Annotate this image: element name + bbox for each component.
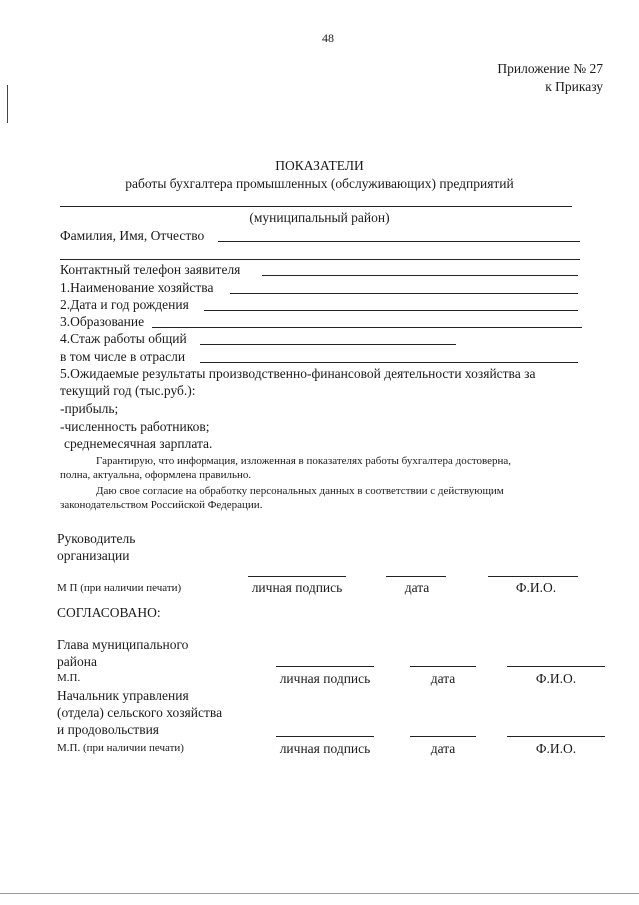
chief-date-caption: дата bbox=[430, 741, 456, 756]
chief-label-2: (отдела) сельского хозяйства bbox=[57, 705, 223, 720]
head-sign-caption: личная подпись bbox=[251, 580, 343, 595]
results-label-1: 5.Ожидаемые результаты производственно-финансовой деятельности хозяйства за bbox=[60, 366, 536, 381]
district-caption: (муниципальный район) bbox=[249, 210, 390, 225]
glava-date-caption: дата bbox=[430, 671, 456, 686]
education-label: 3.Образование bbox=[60, 314, 145, 329]
guarantee-line-2: полна, актуальна, оформлена правильно. bbox=[60, 469, 252, 481]
chief-sign-line[interactable] bbox=[276, 736, 374, 737]
chief-label-1: Начальник управления bbox=[57, 688, 189, 703]
glava-fio-line[interactable] bbox=[507, 666, 605, 667]
head-stamp: М П (при наличии печати) bbox=[57, 582, 182, 594]
fio-line[interactable] bbox=[218, 241, 580, 242]
appendix-line1: Приложение № 27 bbox=[497, 61, 603, 76]
glava-stamp: М.П. bbox=[57, 672, 81, 684]
farm-name-line[interactable] bbox=[230, 293, 578, 294]
head-sign-line[interactable] bbox=[248, 576, 346, 577]
glava-sign-caption: личная подпись bbox=[279, 671, 371, 686]
phone-label: Контактный телефон заявителя bbox=[60, 262, 241, 277]
head-label-2: организации bbox=[57, 548, 130, 563]
education-line[interactable] bbox=[152, 327, 582, 328]
glava-fio-caption: Ф.И.О. bbox=[535, 671, 577, 686]
chief-fio-line[interactable] bbox=[507, 736, 605, 737]
guarantee-line-1: Гарантирую, что информация, изложенная в показателях работы бухгалтера достоверна, bbox=[96, 455, 512, 467]
head-fio-line[interactable] bbox=[488, 576, 578, 577]
head-label-1: Руководитель bbox=[57, 531, 136, 546]
salary-label: среднемесячная зарплата. bbox=[64, 436, 213, 451]
fio-line-2[interactable] bbox=[60, 259, 580, 260]
chief-date-line[interactable] bbox=[410, 736, 476, 737]
profit-label: -прибыль; bbox=[60, 401, 119, 416]
chief-sign-caption: личная подпись bbox=[279, 741, 371, 756]
glava-sign-line[interactable] bbox=[276, 666, 374, 667]
scan-artifact-bottom bbox=[0, 893, 639, 894]
head-date-caption: дата bbox=[404, 580, 430, 595]
industry-label: в том числе в отрасли bbox=[60, 349, 186, 364]
glava-label-2: района bbox=[57, 654, 97, 669]
birth-label: 2.Дата и год рождения bbox=[60, 297, 189, 312]
scan-artifact-left bbox=[7, 85, 8, 123]
consent-line-2: законодательством Российской Федерации. bbox=[60, 499, 263, 511]
chief-label-3: и продовольствия bbox=[57, 722, 160, 737]
glava-date-line[interactable] bbox=[410, 666, 476, 667]
document-subtitle: работы бухгалтера промышленных (обслуживающих) предприятий bbox=[125, 176, 514, 191]
district-line[interactable] bbox=[60, 206, 572, 207]
agreed-heading: СОГЛАСОВАНО: bbox=[57, 605, 161, 620]
industry-line[interactable] bbox=[200, 362, 578, 363]
consent-line-1: Даю свое согласие на обработку персональных данных в соответствии с действующим bbox=[96, 485, 504, 497]
experience-line[interactable] bbox=[200, 344, 456, 345]
phone-line[interactable] bbox=[262, 275, 578, 276]
chief-fio-caption: Ф.И.О. bbox=[535, 741, 577, 756]
results-label-2: текущий год (тыс.руб.): bbox=[60, 383, 196, 398]
headcount-label: -численность работников; bbox=[60, 419, 210, 434]
experience-label: 4.Стаж работы общий bbox=[60, 331, 187, 346]
appendix-line2: к Приказу bbox=[545, 79, 603, 94]
head-date-line[interactable] bbox=[386, 576, 446, 577]
document-title: ПОКАЗАТЕЛИ bbox=[275, 158, 364, 173]
head-fio-caption: Ф.И.О. bbox=[515, 580, 557, 595]
fio-label: Фамилия, Имя, Отчество bbox=[60, 228, 205, 243]
farm-name-label: 1.Наименование хозяйства bbox=[60, 280, 214, 295]
page-number: 48 bbox=[322, 31, 334, 45]
chief-stamp: М.П. (при наличии печати) bbox=[57, 742, 184, 754]
glava-label-1: Глава муниципального bbox=[57, 637, 189, 652]
birth-line[interactable] bbox=[204, 310, 578, 311]
